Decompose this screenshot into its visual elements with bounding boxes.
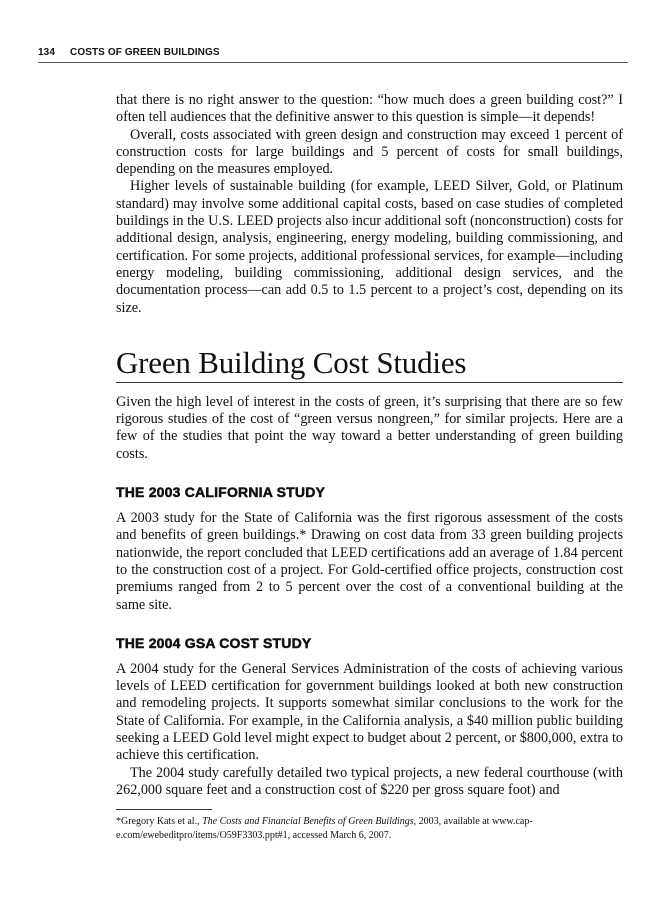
paragraph: A 2004 study for the General Services Administration of the costs of achieving various levels of LEED certification for government buildings looked at both new construction and remodeling projects. It supports somewhat similar conclusions to the work for the State of California. For example, in the California analysis, a $40 million public building seeking a LEED Gold level might expect to budget about 2 percent, or $800,000, extra to achieve this certification. [116, 660, 623, 764]
subsection-heading: THE 2003 CALIFORNIA STUDY [116, 484, 326, 501]
paragraph: The 2004 study carefully detailed two typical projects, a new federal courthouse (with 262,000 square feet and a construction cost of $220 per gross square foot) and [116, 764, 623, 798]
running-head [38, 46, 628, 63]
section-intro-paragraph: Given the high level of interest in the costs of green, it’s surprising that there are so few rigorous studies of the cost of “green versus nongreen,” for similar projects. Here are a few of the studies that point the way toward a better understanding of green building costs. [116, 393, 623, 462]
chapter-title: COSTS OF GREEN BUILDINGS [70, 47, 220, 58]
paragraph-continued: that there is no right answer to the question: “how much does a green building cost?” I often tell audiences that the definitive answer to this question is simple—it depends! [116, 92, 623, 126]
paragraph: A 2003 study for the State of California was the first rigorous assessment of the costs and benefits of green buildings.* Drawing on cost data from 33 green building projects nationwide, the report concluded that LEED certifications add an average of 1.84 percent to the construction cost of a project. For Gold-certified office projects, construction cost premiums ranged from 2 to 5 percent over the cost of a conventional building at the same site. [116, 510, 623, 613]
footnote-author: *Gregory Kats et al., [116, 816, 203, 827]
paragraph: Higher levels of sustainable building (for example, LEED Silver, Gold, or Platinum standard) may involve some additional capital costs, based on case studies of completed buildings in the U.S. LEED projects also incur additional soft (nonconstruction) costs for additional design, analysis, engineering, energy modeling, building commissioning, and certification. For some projects, additional professional services, for example—including energy modeling, building commissioning, additional design services, and the documentation process—can add 0.5 to 1.5 percent to a project’s cost, depending on its size. [116, 178, 623, 316]
section-heading: Green Building Cost Studies [116, 345, 623, 383]
footnote-title: The Costs and Financial Benefits of Green Buildings [202, 816, 414, 827]
footnote-divider [116, 809, 212, 810]
page-number: 134 [38, 47, 55, 58]
body-text [116, 92, 623, 799]
paragraph: Overall, costs associated with green design and construction may exceed 1 percent of construction costs for large buildings and 5 percent of costs for small buildings, depending on the measures employed. [116, 126, 623, 178]
subsection-heading: THE 2004 GSA COST STUDY [116, 634, 312, 651]
footnote [116, 815, 623, 843]
footnote-source: , 2003, available at www.cap-e.com/ewebeditpro/items/O59F3303.ppt#1, accessed March 6, 2007. [116, 816, 533, 841]
